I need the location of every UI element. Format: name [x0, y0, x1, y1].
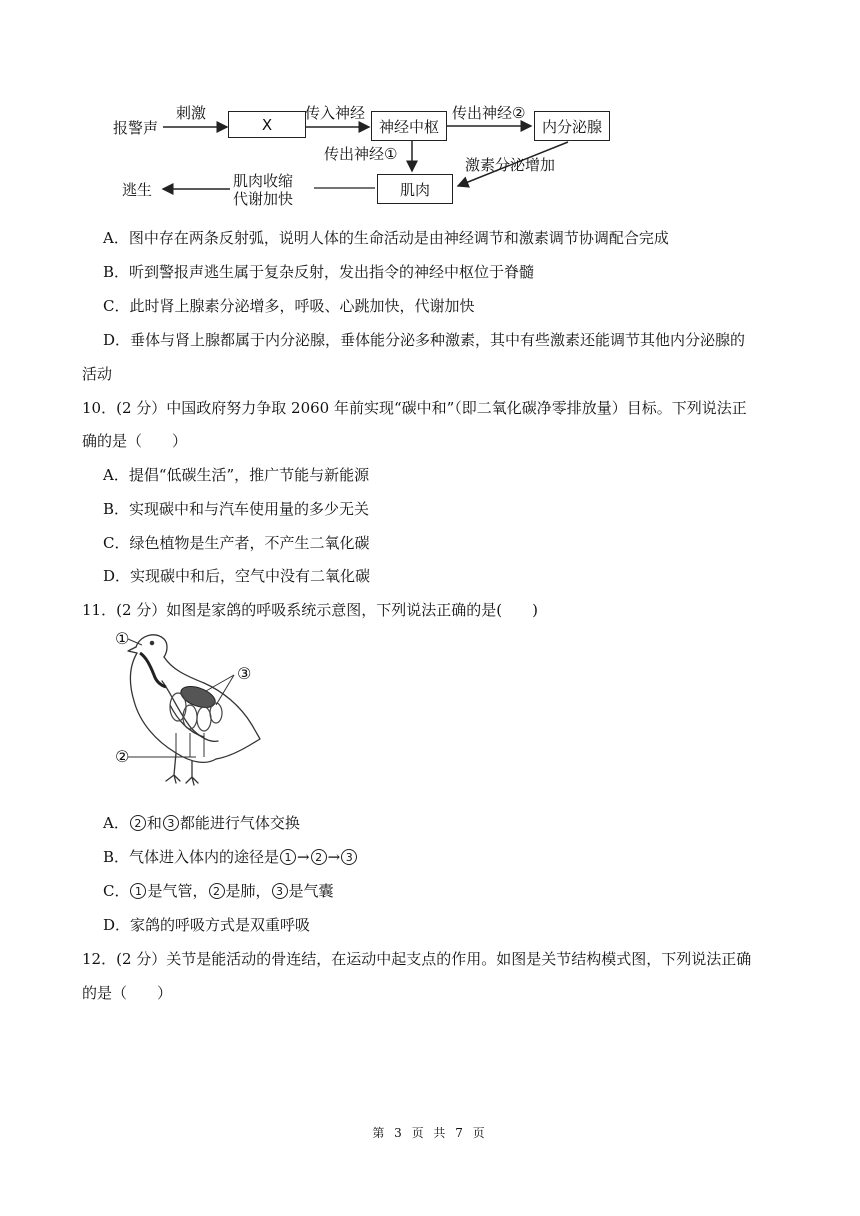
afferent-nerve-label: 传入神经	[305, 104, 366, 122]
q10-option-a: A．提倡“低碳生活”，推广节能与新能源	[103, 466, 370, 484]
efferent-nerve-2-label: 传出神经②	[452, 104, 526, 122]
box-x: X	[228, 111, 306, 138]
q12-stem: 12．(2 分）关节是能活动的骨连结，在运动中起支点的作用。如图是关节结构模式图，下列说法正确	[82, 950, 752, 968]
q10-option-c: C．绿色植物是生产者，不产生二氧化碳	[103, 534, 370, 552]
q10-option-d: D．实现碳中和后，空气中没有二氧化碳	[103, 567, 371, 585]
escape-label: 逃生	[122, 181, 153, 199]
q10-stem: 10．(2 分）中国政府努力争取 2060 年前实现“碳中和”（即二氧化碳净零排放量）目标。下列说法正	[82, 399, 747, 417]
circled-number: 2	[130, 815, 146, 831]
q10-stem-cont: 确的是（ ）	[82, 432, 188, 450]
alarm-sound-label: 报警声	[113, 119, 159, 137]
q9-option-b: B．听到警报声逃生属于复杂反射，发出指令的神经中枢位于脊髓	[103, 263, 535, 281]
q11-stem: 11．(2 分）如图是家鸽的呼吸系统示意图，下列说法正确的是( )	[82, 601, 538, 619]
q10-option-b: B．实现碳中和与汽车使用量的多少无关	[103, 500, 370, 518]
box-nerve-center: 神经中枢	[371, 111, 447, 141]
pigeon-label-2: ②	[115, 747, 130, 766]
metabolism-label: 代谢加快	[233, 190, 294, 208]
q9-option-c: C．此时肾上腺素分泌增多，呼吸、心跳加快，代谢加快	[103, 297, 475, 315]
circled-number: 2	[311, 849, 327, 865]
box-endocrine-gland: 内分泌腺	[534, 111, 610, 141]
box-muscle: 肌肉	[377, 174, 453, 204]
q11-option-d: D．家鸽的呼吸方式是双重呼吸	[103, 916, 311, 934]
circled-number: 3	[341, 849, 357, 865]
pigeon-label-1: ①	[115, 629, 130, 648]
pigeon-label-3: ③	[237, 664, 252, 683]
q9-option-d-cont: 活动	[82, 365, 113, 383]
q11-option-b: B．气体进入体内的途径是 1 → 2 → 3	[103, 847, 358, 867]
circled-number: 3	[272, 883, 288, 899]
q12-stem-cont: 的是（ ）	[82, 984, 173, 1002]
q11-option-c: C． 1 是气管， 2 是肺， 3 是气囊	[103, 882, 334, 900]
circled-number: 1	[130, 883, 146, 899]
pigeon-illustration	[100, 625, 270, 795]
hormone-secretion-label: 激素分泌增加	[465, 156, 556, 174]
q9-option-a: A．图中存在两条反射弧，说明人体的生命活动是由神经调节和激素调节协调配合完成	[103, 229, 669, 247]
page-footer: 第 3 页 共 7 页	[372, 1126, 488, 1140]
q11-option-a: A． 2 和 3 都能进行气体交换	[103, 814, 300, 832]
efferent-nerve-1-label: 传出神经①	[324, 145, 398, 163]
circled-number: 1	[280, 849, 296, 865]
q9-option-d: D．垂体与肾上腺都属于内分泌腺，垂体能分泌多种激素，其中有些激素还能调节其他内分泌腺的	[103, 331, 746, 349]
stimulus-label: 刺激	[176, 104, 207, 122]
circled-number: 3	[163, 815, 179, 831]
muscle-contraction-label: 肌肉收缩	[233, 172, 294, 190]
circled-number: 2	[209, 883, 225, 899]
